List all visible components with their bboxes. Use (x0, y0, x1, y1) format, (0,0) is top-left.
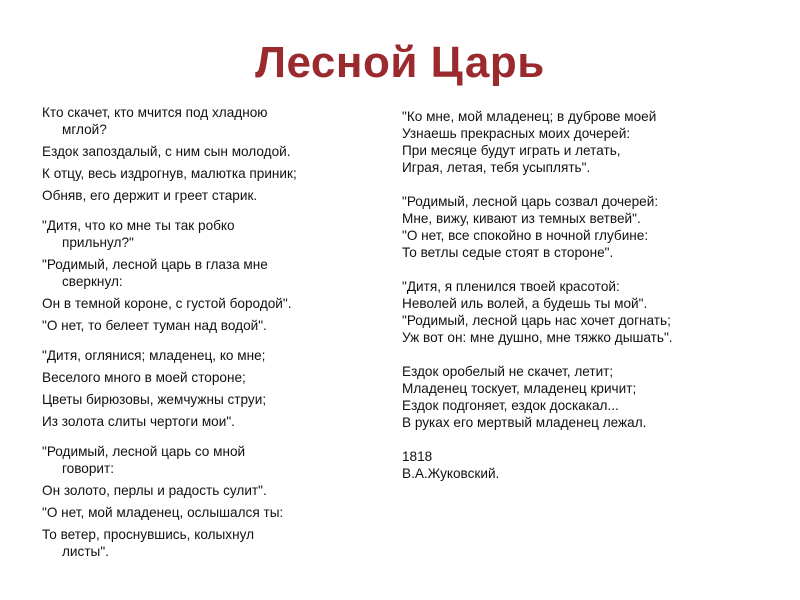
poem-line: Цветы бирюзовы, жемчужны струи; (42, 392, 267, 407)
poem-line: "Дитя, я пленился твоей красотой: (402, 279, 620, 294)
poem-line: Узнаешь прекрасных моих дочерей: (402, 126, 631, 141)
poem-line (42, 443, 332, 477)
poem-line: "О нет, то белеет туман над водой". (42, 318, 267, 333)
poem-line: Веселого много в моей стороне; (42, 370, 246, 385)
poem-line: Уж вот он: мне душно, мне тяжко дышать". (402, 330, 673, 345)
poem-line: В руках его мертвый младенец лежал. (402, 415, 647, 430)
poem-line (42, 104, 332, 138)
stanza (42, 347, 332, 430)
poem-line: При месяце будут играть и летать, (402, 143, 621, 158)
poem-line (42, 526, 332, 560)
poem-line (42, 256, 332, 290)
poem-line-text: "Родимый, лесной царь в глаза мне (42, 257, 268, 272)
poem-line: Неволей иль волей, а будешь ты мой". (402, 296, 648, 311)
poem-line-continuation: листы". (62, 544, 109, 559)
signature (402, 448, 762, 482)
poem-left-column (42, 104, 332, 573)
stanza (402, 108, 762, 176)
poem-line-text: "Родимый, лесной царь со мной (42, 444, 246, 459)
poem-right-column (402, 108, 762, 499)
poem-line: Он золото, перлы и радость сулит". (42, 483, 267, 498)
stanza (42, 443, 332, 560)
stanza (402, 193, 762, 261)
poem-line-text: "Дитя, что ко мне ты так робко (42, 218, 235, 233)
poem-line: Играя, летая, тебя усыплять". (402, 160, 591, 175)
poem-line: Обняв, его держит и греет старик. (42, 188, 258, 203)
poem-line: "Ко мне, мой младенец; в дуброве моей (402, 109, 657, 124)
poem-line: Ездок оробелый не скачет, летит; (402, 364, 614, 379)
poem-line: "Дитя, оглянися; младенец, ко мне; (42, 348, 266, 363)
poem-line: "О нет, все спокойно в ночной глубине: (402, 228, 649, 243)
poem-line: Ездок запоздалый, с ним сын молодой. (42, 144, 291, 159)
poem-line-continuation: говорит: (62, 461, 115, 476)
poem-line: Ездок подгоняет, ездок доскакал... (402, 398, 619, 413)
stanza (402, 278, 762, 346)
poem-year: 1818 (402, 449, 433, 464)
poem-line: К отцу, весь издрогнув, малютка приник; (42, 166, 297, 181)
poem-line: То ветлы седые стоят в стороне". (402, 245, 614, 260)
stanza (42, 217, 332, 334)
poem-line: "Родимый, лесной царь нас хочет догнать; (402, 313, 671, 328)
poem-line-text: Кто скачет, кто мчится под хладною (42, 105, 268, 120)
poem-author: В.А.Жуковский. (402, 466, 500, 481)
poem-line: Из золота слиты чертоги мои". (42, 414, 235, 429)
poem-line: "О нет, мой младенец, ослышался ты: (42, 505, 284, 520)
poem-line: Он в темной короне, с густой бородой". (42, 296, 292, 311)
poem-line-continuation: мглой? (62, 122, 107, 137)
poem-line-text: То ветер, проснувшись, колыхнул (42, 527, 255, 542)
stanza (42, 104, 332, 204)
stanza (402, 363, 762, 431)
poem-line: "Родимый, лесной царь созвал дочерей: (402, 194, 659, 209)
poem-line-continuation: прильнул?" (62, 235, 134, 250)
slide-title: Лесной Царь (255, 38, 545, 87)
poem-line: Младенец тоскует, младенец кричит; (402, 381, 637, 396)
poem-line: Мне, вижу, кивают из темных ветвей". (402, 211, 641, 226)
poem-line-continuation: сверкнул: (62, 274, 123, 289)
poem-line (42, 217, 332, 251)
